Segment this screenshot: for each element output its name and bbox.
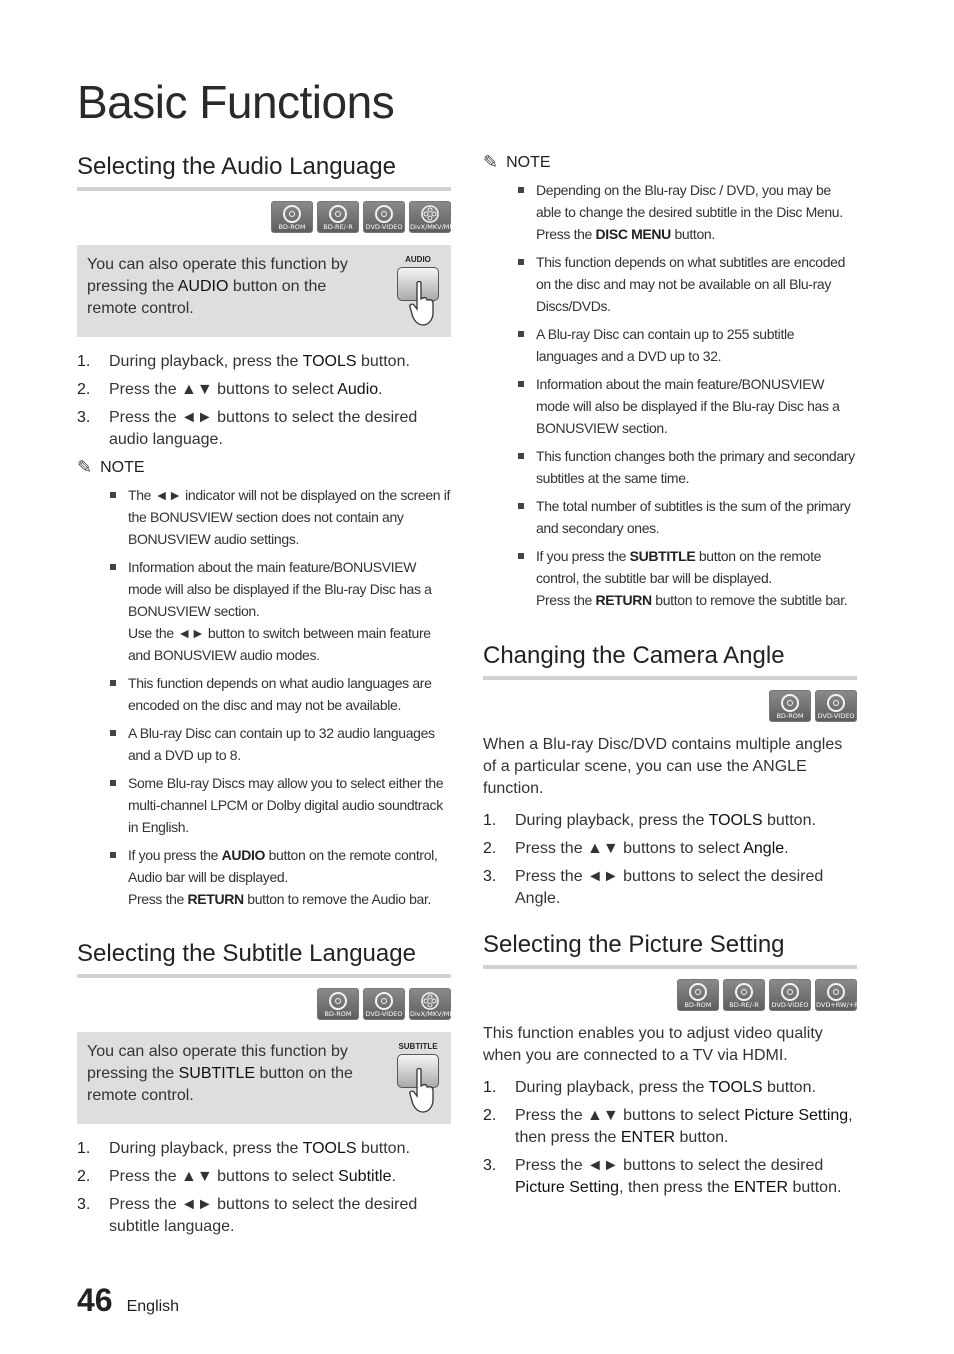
section-title: Selecting the Picture Setting <box>483 928 857 969</box>
step: 1. During playback, press the TOOLS button. <box>77 353 410 370</box>
bd-re-disc-icon: BD-RE/-R <box>723 979 765 1011</box>
page-title: Basic Functions <box>77 76 395 128</box>
bd-rom-disc-icon: BD-ROM <box>769 690 811 722</box>
disc-icons <box>77 988 458 1022</box>
step: 2. Press the ▲▼ buttons to select Audio. <box>77 381 383 398</box>
note-item: Information about the main feature/BONUSVIEW mode will also be displayed if the Blu-ray Disc has a BONUSVIEW section. <box>518 373 857 439</box>
step: 1. During playback, press the TOOLS button. <box>77 1140 410 1157</box>
disc-icons <box>483 690 857 724</box>
remote-tip-box <box>77 245 451 337</box>
divx-disc-icon: DivX/MKV/MP4 <box>409 988 451 1020</box>
right-column <box>483 150 859 1196</box>
tip-text: You can also operate this function by pressing the SUBTITLE button on the remote control. <box>87 1043 353 1104</box>
note-item: A Blu-ray Disc can contain up to 32 audio languages and a DVD up to 8. <box>110 722 451 766</box>
section-title: Selecting the Audio Language <box>77 150 451 191</box>
left-column <box>77 150 458 1235</box>
note-item: Depending on the Blu-ray Disc / DVD, you may be able to change the desired subtitle in the Disc Menu. Press the DISC MENU button. <box>518 179 857 245</box>
note-item: The ◄► indicator will not be displayed on the screen if the BONUSVIEW section does not contain any BONUSVIEW audio settings. <box>110 484 451 550</box>
intro-text: This function enables you to adjust video quality when you are connected to a TV via HDMI. <box>483 1025 823 1064</box>
remote-tip-box <box>77 1032 451 1124</box>
picture-steps <box>483 1077 857 1199</box>
dvd-rw-disc-icon: DVD+RW/+R <box>815 979 857 1011</box>
page-number: 46 <box>77 1282 113 1318</box>
camera-angle-section <box>483 639 857 916</box>
disc-icons <box>77 201 458 235</box>
note-heading: ✎ NOTE <box>483 152 551 172</box>
note-item: If you press the AUDIO button on the remote control, Audio bar will be displayed. Press the RETURN button to remove the Audio bar. <box>110 844 451 910</box>
footer-language: English <box>126 1298 180 1315</box>
step: 1. During playback, press the TOOLS button. <box>483 1079 816 1096</box>
audio-remote-button-icon: AUDIO <box>395 255 441 331</box>
bd-re-disc-icon: BD-RE/-R <box>317 201 359 233</box>
section-title: Selecting the Subtitle Language <box>77 937 451 978</box>
section-title: Changing the Camera Angle <box>483 639 857 680</box>
note-item: This function changes both the primary and secondary subtitles at the same time. <box>518 445 857 489</box>
tip-text: You can also operate this function by pressing the AUDIO button on the remote control. <box>87 256 348 317</box>
note-item: The total number of subtitles is the sum of the primary and secondary ones. <box>518 495 857 539</box>
divx-disc-icon: DivX/MKV/MP4 <box>409 201 451 233</box>
intro-text: When a Blu-ray Disc/DVD contains multiple angles of a particular scene, you can use the ANGLE function. <box>483 736 843 797</box>
dvd-video-disc-icon: DVD-VIDEO <box>769 979 811 1011</box>
note-item: If you press the SUBTITLE button on the remote control, the subtitle bar will be displayed. Press the RETURN button to remove the subtitle bar. <box>518 545 857 611</box>
step: 3. Press the ◄► buttons to select the desired audio language. <box>77 409 418 448</box>
camera-steps <box>483 810 857 910</box>
subtitle-language-section <box>77 937 458 1244</box>
subtitle-steps <box>77 1138 451 1238</box>
dvd-video-disc-icon: DVD-VIDEO <box>815 690 857 722</box>
note-item: This function depends on what audio languages are encoded on the disc and may not be available. <box>110 672 451 716</box>
picture-setting-section <box>483 928 857 1205</box>
disc-icons <box>483 979 857 1013</box>
note-item: Information about the main feature/BONUSVIEW mode will also be displayed if the Blu-ray Disc has a BONUSVIEW section. Use the ◄► button to switch between main feature and BONUSVIEW audio modes. <box>110 556 451 666</box>
subtitle-remote-button-icon: SUBTITLE <box>395 1042 441 1118</box>
note-item: This function depends on what subtitles are encoded on the disc and may not be available on all Blu-ray Discs/DVDs. <box>518 251 857 317</box>
step: 2. Press the ▲▼ buttons to select Subtitle. <box>77 1168 396 1185</box>
step: 3. Press the ◄► buttons to select the desired Angle. <box>483 868 824 907</box>
pencil-icon: ✎ <box>483 152 499 172</box>
subtitle-notes <box>518 179 857 611</box>
step: 3. Press the ◄► buttons to select the desired Picture Setting, then press the ENTER button. <box>483 1157 842 1196</box>
audio-language-section <box>77 150 458 910</box>
page-footer <box>77 1282 179 1319</box>
dvd-video-disc-icon: DVD-VIDEO <box>363 201 405 233</box>
bd-rom-disc-icon: BD-ROM <box>677 979 719 1011</box>
pencil-icon: ✎ <box>77 457 93 477</box>
dvd-video-disc-icon: DVD-VIDEO <box>363 988 405 1020</box>
audio-notes <box>110 484 451 910</box>
step: 1. During playback, press the TOOLS button. <box>483 812 816 829</box>
note-heading: ✎ NOTE <box>77 457 145 477</box>
step: 2. Press the ▲▼ buttons to select Picture Setting, then press the ENTER button. <box>483 1107 853 1146</box>
step: 2. Press the ▲▼ buttons to select Angle. <box>483 840 789 857</box>
step: 3. Press the ◄► buttons to select the desired subtitle language. <box>77 1196 418 1235</box>
bd-rom-disc-icon: BD-ROM <box>317 988 359 1020</box>
note-item: Some Blu-ray Discs may allow you to select either the multi-channel LPCM or Dolby digital audio soundtrack in English. <box>110 772 451 838</box>
audio-steps <box>77 351 451 451</box>
bd-rom-disc-icon: BD-ROM <box>271 201 313 233</box>
note-item: A Blu-ray Disc can contain up to 255 subtitle languages and a DVD up to 32. <box>518 323 857 367</box>
